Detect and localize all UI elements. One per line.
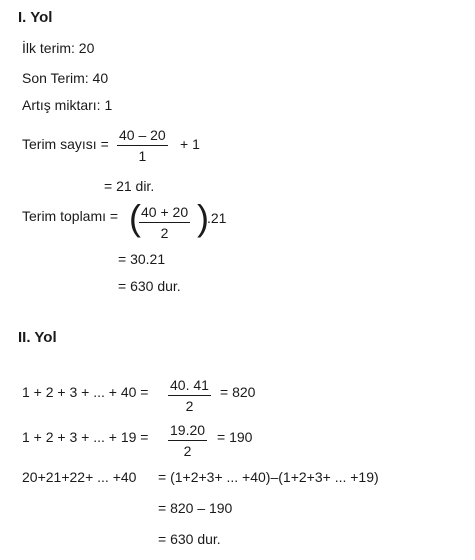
heading-yol-2: II. Yol <box>18 329 57 346</box>
term-sum-result: = 630 dur. <box>118 278 181 294</box>
term-count-denominator: 1 <box>138 148 147 164</box>
heading-yol-1: I. Yol <box>18 9 53 26</box>
term-count-label: Terim sayısı = <box>22 136 109 152</box>
line1-numerator: 40. 41 <box>168 378 211 396</box>
line2-numerator: 19.20 <box>168 423 207 441</box>
term-sum-denominator: 2 <box>160 225 169 241</box>
term-sum-fraction <box>139 205 190 240</box>
line4: = 820 – 190 <box>158 500 233 516</box>
left-paren: ( <box>129 197 141 238</box>
term-sum-numerator: 40 + 20 <box>139 205 190 223</box>
last-term: Son Terim: 40 <box>22 70 109 86</box>
line1-fraction <box>168 378 211 413</box>
line1-right: = 820 <box>220 384 256 400</box>
line3-left: 20+21+22+ ... +40 <box>22 469 137 485</box>
line2-right: = 190 <box>217 429 253 445</box>
line5: = 630 dur. <box>158 531 221 547</box>
term-count-fraction <box>117 128 168 163</box>
term-count-numerator: 40 – 20 <box>117 128 168 146</box>
right-paren: ) <box>197 197 209 238</box>
term-sum-tail: .21 <box>207 210 227 226</box>
line3-right: = (1+2+3+ ... +40)–(1+2+3+ ... +19) <box>158 469 379 485</box>
step-amount: Artış miktarı: 1 <box>22 97 113 113</box>
line2-fraction <box>168 423 207 458</box>
line1-left: 1 + 2 + 3 + ... + 40 = <box>22 384 149 400</box>
term-count-result: = 21 dir. <box>104 178 155 194</box>
term-count-tail: + 1 <box>180 136 200 152</box>
line1-denominator: 2 <box>185 398 194 414</box>
line2-denominator: 2 <box>183 443 192 459</box>
term-sum-label: Terim toplamı = <box>22 208 119 224</box>
term-sum-step: = 30.21 <box>118 251 166 267</box>
line2-left: 1 + 2 + 3 + ... + 19 = <box>22 429 149 445</box>
first-term: İlk terim: 20 <box>22 40 95 56</box>
